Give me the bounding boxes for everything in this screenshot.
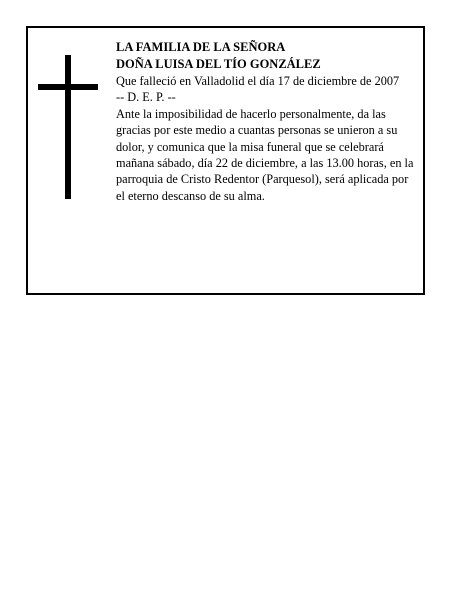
cross-vertical-bar [65, 55, 71, 199]
cross-horizontal-bar [38, 84, 98, 90]
death-notice-text: Que falleció en Valladolid el día 17 de diciembre de 2007 [116, 74, 400, 88]
rip-text: -- D. E. P. -- [116, 90, 176, 105]
heading-family: LA FAMILIA DE LA SEÑORA [116, 40, 286, 54]
obituary-notice [26, 26, 425, 295]
message-text: Ante la imposibilidad de hacerlo personalmente, da las gracias por este medio a cuantas personas se unieron a su dolor, y comunica que la misa funeral que se celebrará mañana sábado, día 22 de diciembre, a las 13.00 horas, en la parroquia de Cristo Redentor (Parquesol), será aplicada por el eterno descanso de su alma. [116, 106, 414, 203]
cross-icon [38, 55, 98, 199]
notice-text [116, 39, 416, 204]
heading-deceased-name: DOÑA LUISA DEL TÍO GONZÁLEZ [116, 57, 321, 71]
